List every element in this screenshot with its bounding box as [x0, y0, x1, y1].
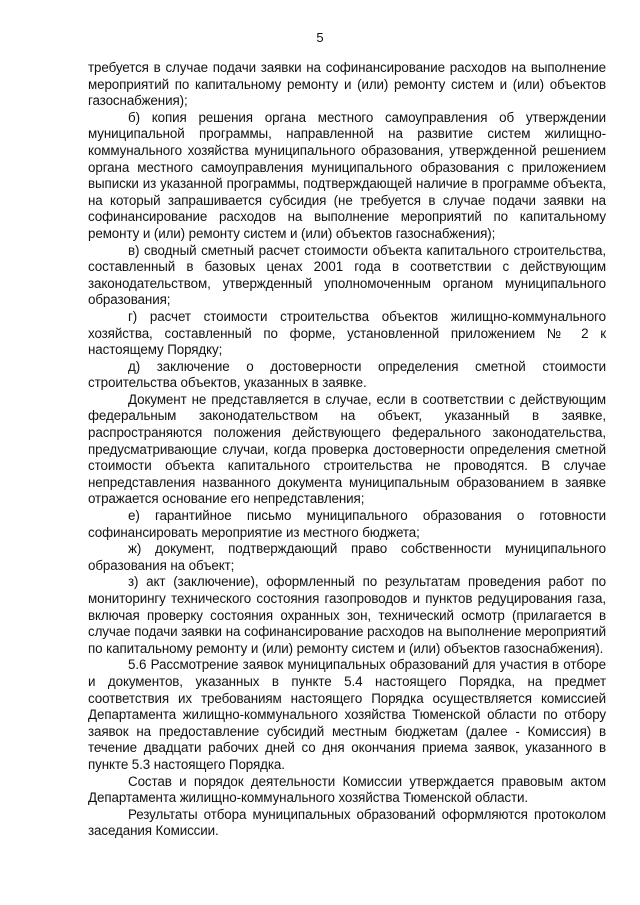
paragraph: ж) документ, подтверждающий право собственности муниципального образования на объект; — [88, 541, 606, 573]
paragraph: б) копия решения органа местного самоуправления об утверждении муниципальной программы, направленной на развитие систем жилищно-коммунального хозяйства муниципального образования, утвержденной решением органа местного самоуправления муниципального образования с приложением выписки из указанной программы, подтверждающей наличие в программе объекта, на который запрашивается субсидия (не требуется в случае подачи заявки на софинансирование расходов на выполнение мероприятий по капитальному ремонту и (или) ремонту систем и (или) объектов газоснабжения); — [88, 109, 606, 241]
paragraph: Результаты отбора муниципальных образований оформляются протоколом заседания Комиссии. — [88, 806, 606, 839]
document-body — [88, 60, 606, 840]
paragraph: е) гарантийное письмо муниципального образования о готовности софинансировать мероприятие из местного бюджета; — [88, 508, 606, 540]
paragraph: требуется в случае подачи заявки на софинансирование расходов на выполнение мероприятий по капитальному ремонту и (или) ремонту систем и (или) объектов газоснабжения); — [88, 60, 606, 109]
paragraph: 5.6 Рассмотрение заявок муниципальных образований для участия в отборе и документов, указанных в пункте 5.4 настоящего Порядка, на предмет соответствия их требованиям настоящего Порядка осуществляется комиссией Департамента жилищно-коммунального хозяйства Тюменской области по отбору заявок на предоставление субсидий местным бюджетам (далее - Комиссия) в течение двадцати рабочих дней со дня окончания приема заявок, указанного в пункте 5.3 настоящего Порядка. — [88, 657, 606, 772]
paragraph: д) заключение о достоверности определения сметной стоимости строительства объектов, указанных в заявке. — [88, 358, 606, 391]
paragraph: з) акт (заключение), оформленный по результатам проведения работ по мониторингу технического состояния газопроводов и пунктов редуцирования газа, включая проверку состояния охранных зон, технический осмотр (прилагается в случае подачи заявки на софинансирование расходов на выполнение мероприятий по капитальному ремонту и (или) ремонту систем и (или) объектов газоснабжения). — [88, 574, 606, 656]
paragraph: г) расчет стоимости строительства объектов жилищно-коммунального хозяйства, составленный по форме, установленной приложением № 2 к настоящему Порядку; — [88, 308, 606, 358]
paragraph: Документ не представляется в случае, если в соответствии с действующим федеральным законодательством на объект, указанный в заявке, распространяются положения действующего федерального законодательства, предусматривающие случаи, когда проверка достоверности определения сметной стоимости объекта капитального строительства не проводятся. В случае непредставления названного документа муниципальным образованием в заявке отражается основание его непредставления; — [88, 391, 606, 507]
page-number: 5 — [316, 30, 324, 45]
paragraph: Состав и порядок деятельности Комиссии утверждается правовым актом Департамента жилищно-коммунального хозяйства Тюменской области. — [88, 773, 606, 806]
paragraph: в) сводный сметный расчет стоимости объекта капитального строительства, составленный в базовых ценах 2001 года в соответствии с действующим законодательством, утвержденный уполномоченным органом муниципального образования; — [88, 242, 606, 308]
